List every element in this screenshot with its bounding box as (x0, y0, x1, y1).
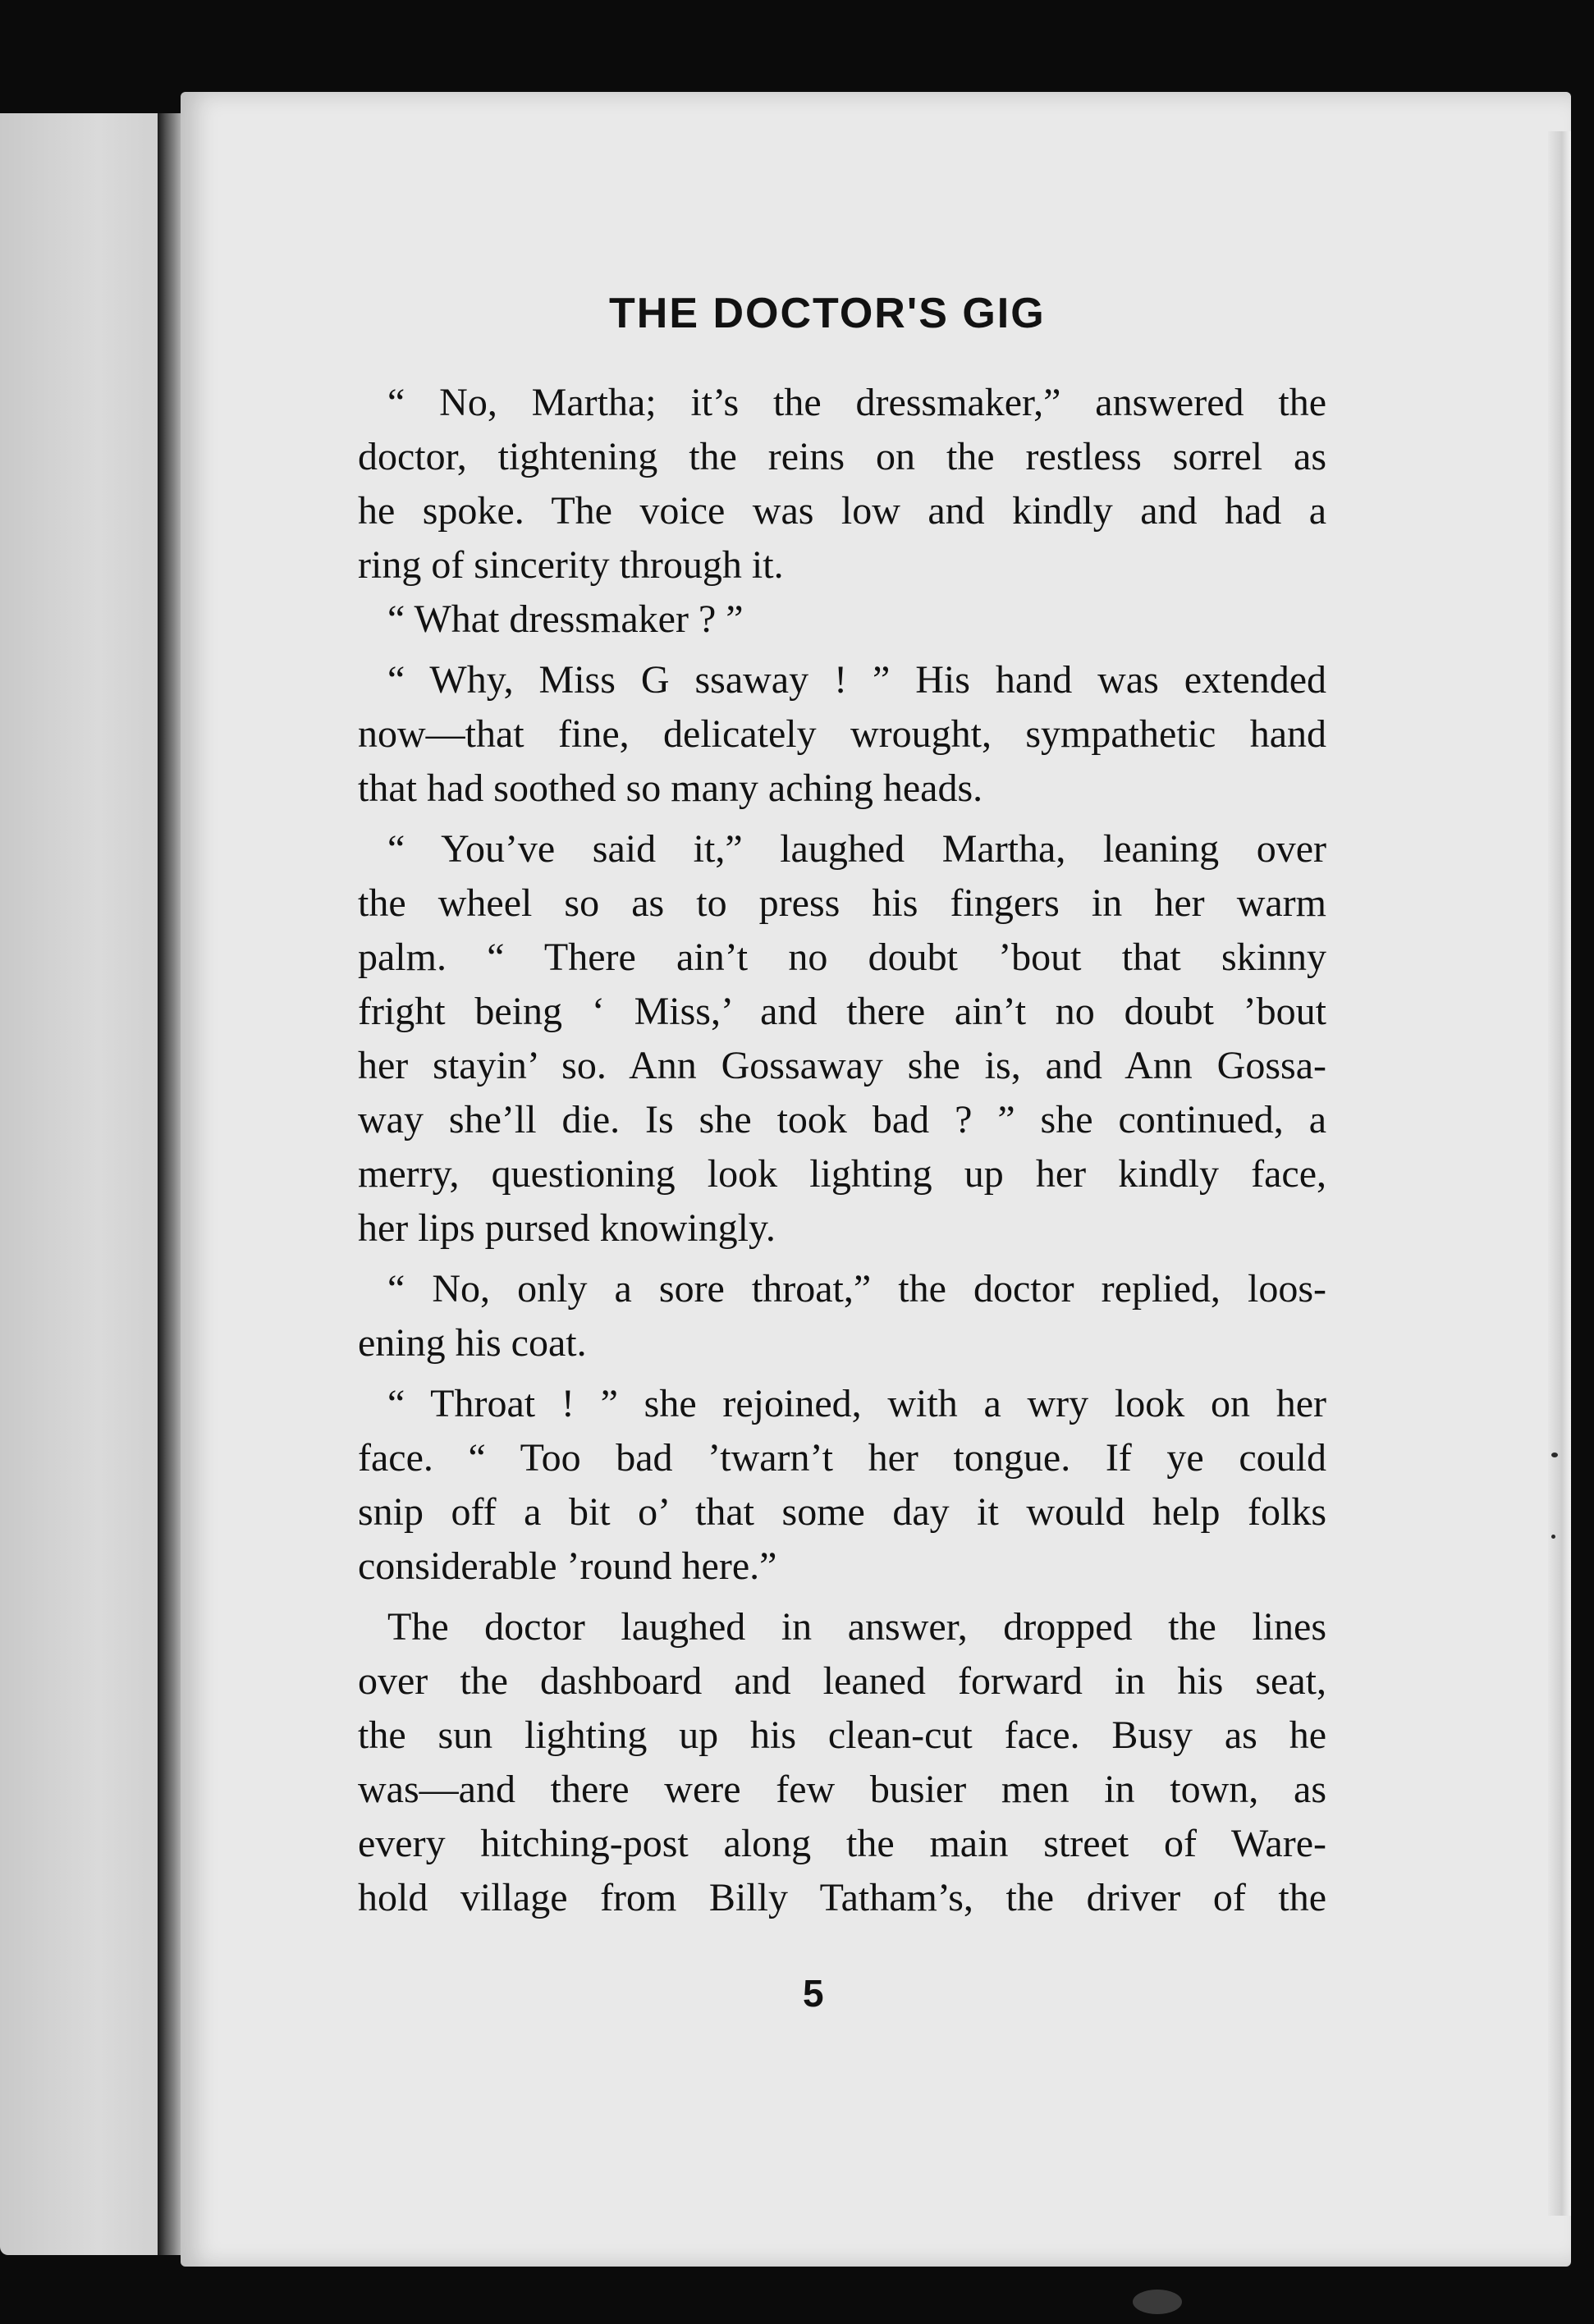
text-line: “ No, Martha; it’s the dressmaker,” answered the (387, 381, 1326, 424)
text-line: fright being ‘ Miss,’ and there ain’t no doubt ’bout (358, 990, 1326, 1033)
body-text (358, 376, 1326, 1925)
text-line: every hitching-post along the main street of Ware- (358, 1822, 1326, 1865)
text-line: her stayin’ so. Ann Gossaway she is, and Ann Gossa- (358, 1044, 1326, 1087)
book-gutter (158, 113, 182, 2255)
text-line: face. “ Too bad ’twarn’t her tongue. If ye could (358, 1436, 1326, 1480)
text-line: her lips pursed knowingly. (358, 1206, 776, 1250)
running-head: THE DOCTOR'S GIG (609, 290, 1046, 337)
text-line: “ No, only a sore throat,” the doctor replied, loos- (387, 1267, 1326, 1311)
text-line: now—that fine, delicately wrought, sympathetic hand (358, 712, 1326, 756)
text-line: “ What dressmaker ? ” (387, 597, 744, 641)
page-stack-edge (1548, 131, 1571, 2216)
text-line: he spoke. The voice was low and kindly and had a (358, 489, 1326, 533)
text-line: hold village from Billy Tatham’s, the driver of the (358, 1876, 1326, 1919)
text-line: considerable ’round here.” (358, 1544, 777, 1588)
text-line: ening his coat. (358, 1321, 587, 1365)
text-line: over the dashboard and leaned forward in his seat, (358, 1659, 1326, 1703)
text-line: merry, questioning look lighting up her kindly face, (358, 1152, 1326, 1196)
text-line: snip off a bit o’ that some day it would help folks (358, 1490, 1326, 1534)
text-line: was—and there were few busier men in town, as (358, 1768, 1326, 1811)
scan-speck (1133, 2290, 1182, 2314)
text-line: palm. “ There ain’t no doubt ’bout that skinny (358, 936, 1326, 979)
text-line: the sun lighting up his clean-cut face. Busy as he (358, 1713, 1326, 1757)
text-line: doctor, tightening the reins on the restless sorrel as (358, 435, 1326, 478)
text-line: The doctor laughed in answer, dropped the lines (387, 1605, 1326, 1649)
text-line: way she’ll die. Is she took bad ? ” she continued, a (358, 1098, 1326, 1141)
text-line: “ Why, Miss G ssaway ! ” His hand was extended (387, 658, 1326, 702)
text-line: “ You’ve said it,” laughed Martha, leaning over (387, 827, 1326, 871)
text-line: ring of sincerity through it. (358, 543, 784, 587)
scan-speck (1551, 1452, 1558, 1457)
page-number: 5 (803, 1972, 824, 2015)
scan-speck (1551, 1535, 1555, 1539)
text-line: that had soothed so many aching heads. (358, 766, 983, 810)
left-page-edge (0, 113, 164, 2255)
text-line: “ Throat ! ” she rejoined, with a wry look on her (387, 1382, 1326, 1425)
text-line: the wheel so as to press his fingers in her warm (358, 881, 1326, 925)
